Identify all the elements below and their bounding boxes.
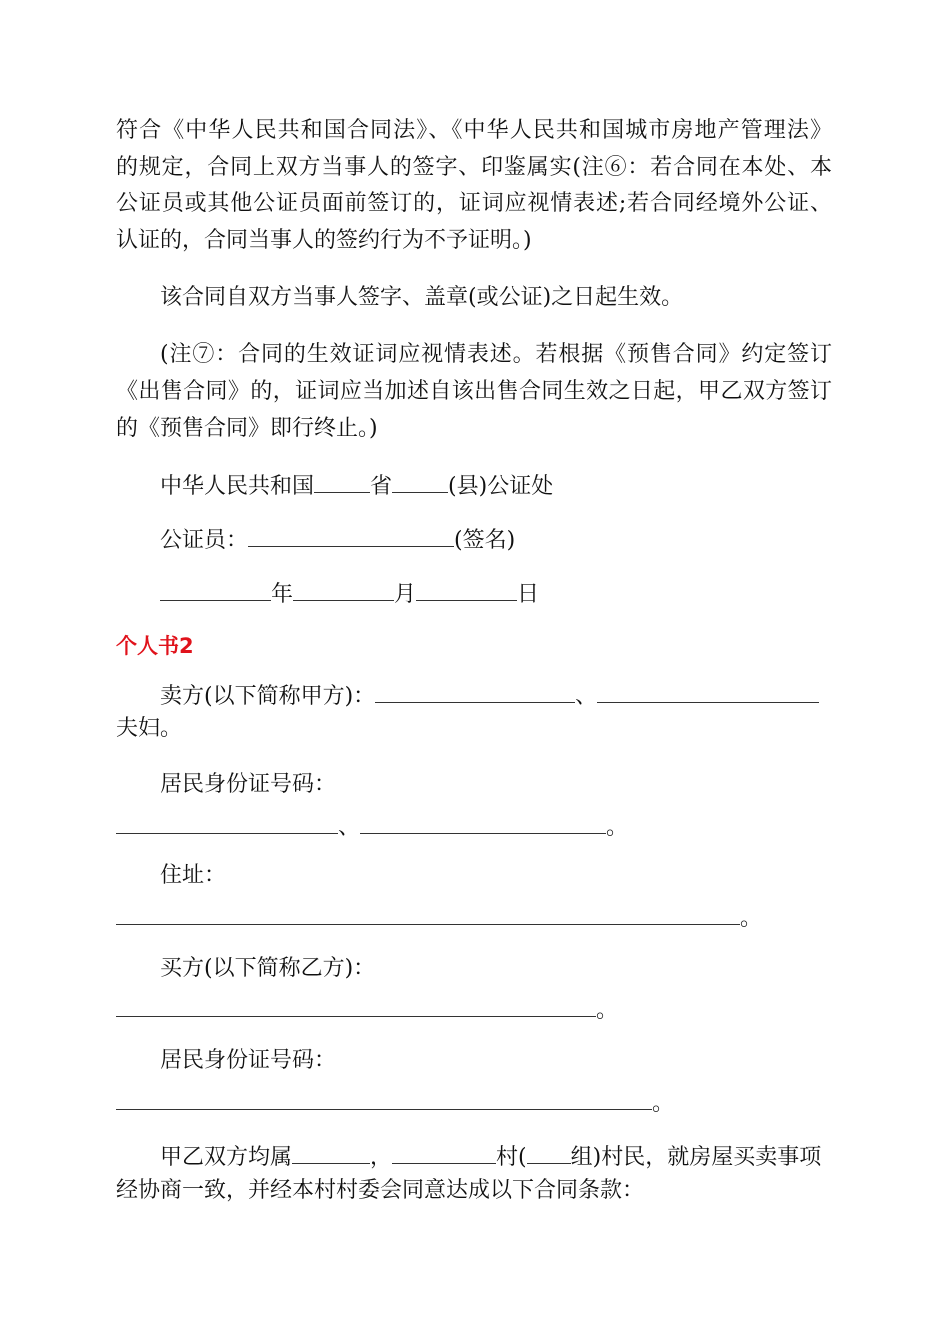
seller-label: 卖方(以下简称甲方)： bbox=[160, 684, 376, 709]
notary-para1-line4: 认证的，合同当事人的签约行为不予证明。) bbox=[116, 228, 532, 253]
closing-part1: 甲乙双方均属 bbox=[160, 1145, 293, 1170]
day-label: 日 bbox=[517, 582, 540, 607]
address-label: 住址： bbox=[160, 863, 227, 888]
notary-date bbox=[160, 576, 539, 606]
month-blank[interactable] bbox=[293, 576, 394, 601]
county-label: (县)公证处 bbox=[448, 474, 554, 499]
note7-line2: 《出售合同》的，证词应当加述自该出售合同生效之日起，甲乙双方签订 bbox=[116, 379, 832, 404]
notary-label: 公证员： bbox=[160, 528, 249, 553]
year-blank[interactable] bbox=[160, 576, 271, 601]
notary-signature bbox=[160, 522, 515, 552]
notary-para1-line2: 的规定，合同上双方当事人的签字、印鉴属实(注⑥：若合同在本处、本 bbox=[116, 155, 832, 180]
buyer-id-blank[interactable] bbox=[116, 1085, 652, 1110]
office-prefix: 中华人民共和国 bbox=[160, 474, 315, 499]
sign-label: (签名) bbox=[454, 528, 516, 553]
notary-office bbox=[160, 468, 553, 498]
buyer-label: 买方(以下简称乙方)： bbox=[160, 956, 376, 981]
address-blank[interactable] bbox=[116, 900, 740, 925]
day-blank[interactable] bbox=[416, 576, 517, 601]
seller-id-line bbox=[116, 809, 628, 839]
buyer-id-line bbox=[116, 1085, 674, 1115]
separator: 、 bbox=[575, 684, 598, 709]
notary-para1-line3: 公证员或其他公证员面前签订的，证词应视情表述;若合同经境外公证、 bbox=[116, 191, 832, 216]
seller-name-blank-2[interactable] bbox=[597, 678, 819, 703]
year-label: 年 bbox=[271, 582, 294, 607]
seller-line bbox=[160, 678, 819, 708]
note7-line1: (注⑦：合同的生效证词应视情表述。若根据《预售合同》约定签订 bbox=[160, 342, 832, 367]
month-label: 月 bbox=[394, 582, 417, 607]
period: 。 bbox=[740, 906, 763, 931]
village-blank[interactable] bbox=[392, 1139, 496, 1164]
period: 。 bbox=[596, 998, 619, 1023]
closing-comma: ， bbox=[370, 1145, 393, 1170]
section-title: 个人书2 bbox=[116, 634, 194, 658]
separator: 、 bbox=[338, 815, 361, 840]
township-blank[interactable] bbox=[292, 1139, 370, 1164]
closing-village: 村( bbox=[496, 1145, 527, 1170]
closing-line1 bbox=[160, 1139, 821, 1169]
note7-line3: 的《预售合同》即行终止。) bbox=[116, 416, 378, 441]
seller-suffix: 夫妇。 bbox=[116, 716, 183, 741]
seller-id-blank-2[interactable] bbox=[360, 809, 606, 834]
period: 。 bbox=[652, 1091, 675, 1116]
seller-id-label: 居民身份证号码： bbox=[160, 772, 337, 797]
group-blank[interactable] bbox=[527, 1139, 571, 1164]
closing-group: 组)村民，就房屋买卖事项 bbox=[570, 1145, 822, 1170]
seller-name-blank-1[interactable] bbox=[375, 678, 575, 703]
buyer-id-label: 居民身份证号码： bbox=[160, 1048, 337, 1073]
effective-statement: 该合同自双方当事人签字、盖章(或公证)之日起生效。 bbox=[160, 285, 684, 310]
county-blank[interactable] bbox=[392, 468, 448, 493]
closing-line2: 经协商一致，并经本村村委会同意达成以下合同条款： bbox=[116, 1178, 645, 1203]
province-label: 省 bbox=[370, 474, 393, 499]
period: 。 bbox=[606, 815, 629, 840]
notary-signature-blank[interactable] bbox=[248, 522, 454, 547]
notary-para1-line1: 符合《中华人民共和国合同法》、《中华人民共和国城市房地产管理法》 bbox=[116, 118, 832, 143]
address-line bbox=[116, 900, 762, 930]
buyer-name-blank[interactable] bbox=[116, 992, 596, 1017]
province-blank[interactable] bbox=[314, 468, 370, 493]
buyer-line bbox=[116, 992, 618, 1022]
seller-id-blank-1[interactable] bbox=[116, 809, 338, 834]
